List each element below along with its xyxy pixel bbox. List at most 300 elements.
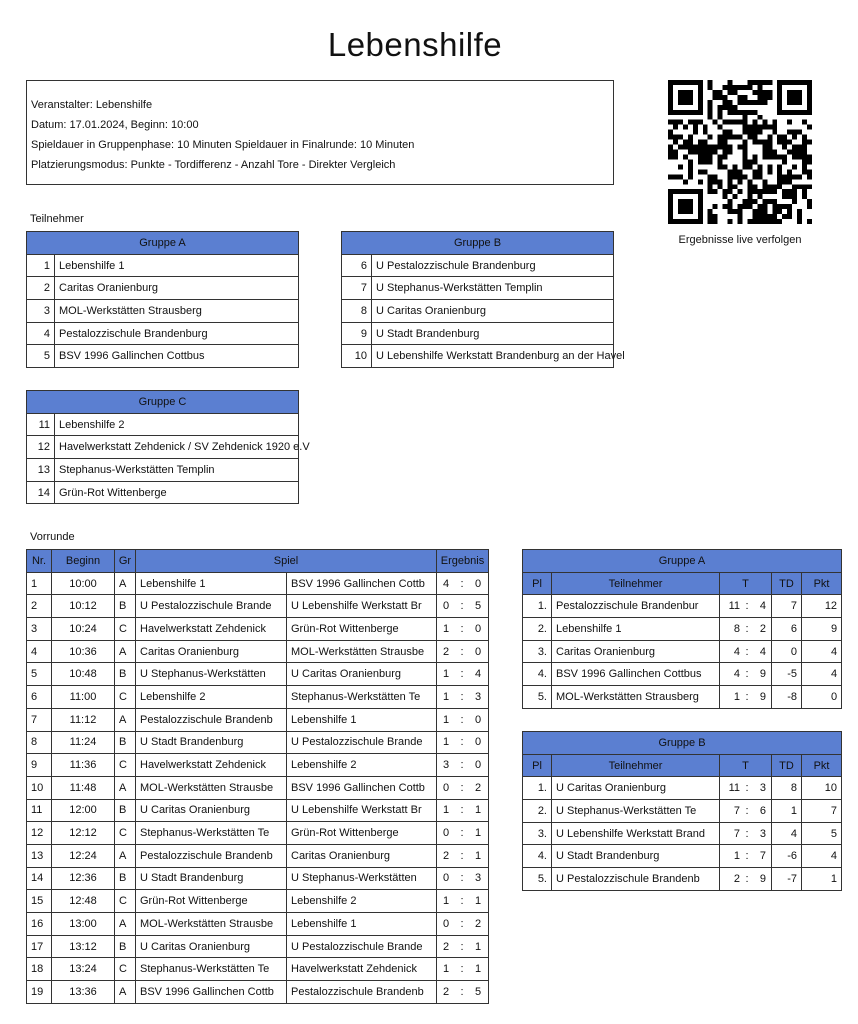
standings-group-b — [522, 731, 842, 891]
result-away-goals: 1 — [474, 895, 482, 908]
goals-against: 6 — [759, 804, 766, 817]
standings-points: 4 — [802, 640, 842, 663]
match-start-time: 13:00 — [52, 913, 115, 936]
standings-goal-difference: -6 — [772, 845, 802, 868]
result-separator: : — [460, 645, 464, 658]
col-header-spiel: Spiel — [136, 550, 437, 573]
standings-row — [523, 618, 842, 641]
participant-row — [27, 413, 299, 436]
match-start-time: 12:00 — [52, 799, 115, 822]
match-start-time: 10:36 — [52, 640, 115, 663]
match-group: A — [115, 776, 136, 799]
participant-row — [342, 254, 614, 277]
result-separator: : — [460, 940, 464, 953]
goals-for: 11 — [728, 600, 740, 613]
result-away-goals: 3 — [474, 872, 482, 885]
result-separator: : — [460, 963, 464, 976]
match-row — [27, 708, 489, 731]
match-number: 17 — [27, 935, 52, 958]
match-start-time: 11:00 — [52, 686, 115, 709]
match-home-team: U Stadt Brandenburg — [136, 731, 287, 754]
result-home-goals: 4 — [442, 577, 450, 590]
goals-separator: : — [745, 668, 749, 681]
match-result — [437, 890, 489, 913]
standings-place: 3. — [523, 822, 552, 845]
match-number: 7 — [27, 708, 52, 731]
standings-team: U Caritas Oranienburg — [552, 777, 720, 800]
preliminary-round-label: Vorrunde — [30, 531, 75, 543]
goals-separator: : — [745, 804, 749, 817]
goals-for: 11 — [728, 782, 740, 795]
organizer-text: Veranstalter: Lebenshilfe — [31, 99, 153, 111]
match-number: 18 — [27, 958, 52, 981]
match-number: 2 — [27, 595, 52, 618]
participant-number: 4 — [27, 322, 55, 345]
match-number: 12 — [27, 822, 52, 845]
result-home-goals: 2 — [442, 985, 450, 998]
goals-against: 4 — [759, 645, 766, 658]
participant-row — [342, 300, 614, 323]
col-header-beginn: Beginn — [52, 550, 115, 573]
participant-number: 12 — [27, 436, 55, 459]
match-group: A — [115, 708, 136, 731]
standings-place: 2. — [523, 800, 552, 823]
match-number: 19 — [27, 981, 52, 1004]
result-home-goals: 1 — [442, 690, 450, 703]
standings-goal-difference: -7 — [772, 868, 802, 891]
participant-name: Caritas Oranienburg — [55, 277, 299, 300]
participant-name: MOL-Werkstätten Strausberg — [55, 300, 299, 323]
match-home-team: U Caritas Oranienburg — [136, 799, 287, 822]
match-result — [437, 844, 489, 867]
result-home-goals: 1 — [442, 668, 450, 681]
goals-separator: : — [745, 645, 749, 658]
match-away-team: U Pestalozzischule Brande — [287, 935, 437, 958]
result-home-goals: 2 — [442, 849, 450, 862]
match-away-team: Caritas Oranienburg — [287, 844, 437, 867]
participant-number: 1 — [27, 254, 55, 277]
goals-separator: : — [745, 690, 749, 703]
match-home-team: MOL-Werkstätten Strausbe — [136, 776, 287, 799]
participant-name: Stephanus-Werkstätten Templin — [55, 459, 299, 482]
standings-place: 4. — [523, 663, 552, 686]
match-away-team: Lebenshilfe 1 — [287, 913, 437, 936]
match-row — [27, 958, 489, 981]
result-separator: : — [460, 600, 464, 613]
standings-row — [523, 800, 842, 823]
result-separator: : — [460, 804, 464, 817]
result-home-goals: 3 — [442, 759, 450, 772]
match-group: A — [115, 572, 136, 595]
match-row — [27, 754, 489, 777]
participant-row — [342, 277, 614, 300]
standings-points: 1 — [802, 868, 842, 891]
match-row — [27, 663, 489, 686]
match-home-team: Lebenshilfe 2 — [136, 686, 287, 709]
match-start-time: 11:24 — [52, 731, 115, 754]
result-home-goals: 1 — [442, 736, 450, 749]
match-number: 1 — [27, 572, 52, 595]
result-away-goals: 0 — [474, 577, 482, 590]
match-away-team: BSV 1996 Gallinchen Cottb — [287, 572, 437, 595]
match-result — [437, 867, 489, 890]
goals-separator: : — [745, 872, 749, 885]
match-result — [437, 618, 489, 641]
match-home-team: MOL-Werkstätten Strausbe — [136, 913, 287, 936]
standings-points: 5 — [802, 822, 842, 845]
participant-name: BSV 1996 Gallinchen Cottbus — [55, 345, 299, 368]
result-away-goals: 1 — [474, 804, 482, 817]
match-row — [27, 776, 489, 799]
result-home-goals: 0 — [442, 872, 450, 885]
match-row — [27, 867, 489, 890]
match-group: A — [115, 640, 136, 663]
goals-for: 1 — [733, 690, 740, 703]
standings-goal-difference: 4 — [772, 822, 802, 845]
match-result — [437, 663, 489, 686]
match-start-time: 10:24 — [52, 618, 115, 641]
match-group: C — [115, 686, 136, 709]
standings-team: U Stephanus-Werkstätten Te — [552, 800, 720, 823]
match-number: 3 — [27, 618, 52, 641]
result-away-goals: 2 — [474, 917, 482, 930]
match-start-time: 12:12 — [52, 822, 115, 845]
result-home-goals: 2 — [442, 645, 450, 658]
match-away-team: Pestalozzischule Brandenb — [287, 981, 437, 1004]
standings-row — [523, 595, 842, 618]
goals-separator: : — [745, 782, 749, 795]
match-home-team: U Pestalozzischule Brande — [136, 595, 287, 618]
match-row — [27, 572, 489, 595]
col-header-gr: Gr — [115, 550, 136, 573]
participant-number: 11 — [27, 413, 55, 436]
standings-team: Pestalozzischule Brandenbur — [552, 595, 720, 618]
goals-against: 7 — [759, 850, 766, 863]
participant-row — [342, 322, 614, 345]
standings-row — [523, 845, 842, 868]
group-a-participants — [26, 231, 299, 368]
match-start-time: 13:24 — [52, 958, 115, 981]
standings-place: 1. — [523, 777, 552, 800]
result-separator: : — [460, 690, 464, 703]
result-away-goals: 0 — [474, 736, 482, 749]
match-row — [27, 981, 489, 1004]
result-separator: : — [460, 736, 464, 749]
standings-place: 3. — [523, 640, 552, 663]
match-group: C — [115, 890, 136, 913]
participant-number: 14 — [27, 481, 55, 504]
goals-against: 3 — [759, 827, 766, 840]
result-separator: : — [460, 849, 464, 862]
match-away-team: Lebenshilfe 1 — [287, 708, 437, 731]
col-header-nr: Nr. — [27, 550, 52, 573]
match-result — [437, 572, 489, 595]
match-group: B — [115, 867, 136, 890]
standings-goals — [720, 868, 772, 891]
standings-goals — [720, 595, 772, 618]
match-away-team: U Pestalozzischule Brande — [287, 731, 437, 754]
standings-goal-difference: 6 — [772, 618, 802, 641]
participant-name: U Lebenshilfe Werkstatt Brandenburg an der Havel — [372, 345, 614, 368]
match-number: 11 — [27, 799, 52, 822]
group-c-header: Gruppe C — [27, 391, 299, 414]
goals-for: 7 — [733, 827, 740, 840]
match-number: 8 — [27, 731, 52, 754]
standings-team: BSV 1996 Gallinchen Cottbus — [552, 663, 720, 686]
match-home-team: Havelwerkstatt Zehdenick — [136, 618, 287, 641]
match-row — [27, 844, 489, 867]
match-result — [437, 708, 489, 731]
col-header-ergebnis: Ergebnis — [437, 550, 489, 573]
match-home-team: U Caritas Oranienburg — [136, 935, 287, 958]
standings-goal-difference: 0 — [772, 640, 802, 663]
participant-name: Lebenshilfe 1 — [55, 254, 299, 277]
result-home-goals: 1 — [442, 963, 450, 976]
match-row — [27, 618, 489, 641]
standings-points: 12 — [802, 595, 842, 618]
match-start-time: 10:12 — [52, 595, 115, 618]
standings-goals — [720, 845, 772, 868]
result-home-goals: 1 — [442, 713, 450, 726]
standings-points: 10 — [802, 777, 842, 800]
match-away-team: MOL-Werkstätten Strausbe — [287, 640, 437, 663]
match-result — [437, 640, 489, 663]
match-result — [437, 913, 489, 936]
qr-caption: Ergebnisse live verfolgen — [678, 234, 802, 246]
standings-place: 5. — [523, 868, 552, 891]
match-away-team: Grün-Rot Wittenberge — [287, 618, 437, 641]
participants-label: Teilnehmer — [30, 213, 84, 225]
standings-b-header-pl: Pl — [523, 754, 552, 777]
result-separator: : — [460, 917, 464, 930]
result-away-goals: 5 — [474, 600, 482, 613]
date-text: Datum: 17.01.2024, Beginn: 10:00 — [31, 119, 199, 131]
match-number: 16 — [27, 913, 52, 936]
match-result — [437, 799, 489, 822]
standings-b-header-td: TD — [772, 754, 802, 777]
standings-points: 4 — [802, 845, 842, 868]
participant-row — [27, 277, 299, 300]
match-row — [27, 913, 489, 936]
result-away-goals: 4 — [474, 668, 482, 681]
match-home-team: U Stephanus-Werkstätten — [136, 663, 287, 686]
participant-name: Havelwerkstatt Zehdenick / SV Zehdenick 1920 e.V — [55, 436, 299, 459]
match-group: C — [115, 822, 136, 845]
standings-a-header-td: TD — [772, 572, 802, 595]
group-b-header: Gruppe B — [342, 232, 614, 255]
standings-team: U Lebenshilfe Werkstatt Brand — [552, 822, 720, 845]
standings-goal-difference: 7 — [772, 595, 802, 618]
result-separator: : — [460, 668, 464, 681]
result-away-goals: 0 — [474, 713, 482, 726]
goals-for: 8 — [733, 622, 740, 635]
match-number: 4 — [27, 640, 52, 663]
result-away-goals: 1 — [474, 827, 482, 840]
result-separator: : — [460, 827, 464, 840]
match-home-team: Stephanus-Werkstätten Te — [136, 958, 287, 981]
match-start-time: 11:36 — [52, 754, 115, 777]
result-separator: : — [460, 985, 464, 998]
result-separator: : — [460, 713, 464, 726]
match-start-time: 10:48 — [52, 663, 115, 686]
participant-number: 3 — [27, 300, 55, 323]
match-row — [27, 822, 489, 845]
match-group: A — [115, 844, 136, 867]
standings-b-title: Gruppe B — [523, 732, 842, 755]
match-result — [437, 776, 489, 799]
goals-separator: : — [745, 850, 749, 863]
match-home-team: Lebenshilfe 1 — [136, 572, 287, 595]
standings-goals — [720, 777, 772, 800]
result-separator: : — [460, 895, 464, 908]
participant-name: U Pestalozzischule Brandenburg — [372, 254, 614, 277]
result-home-goals: 0 — [442, 781, 450, 794]
match-group: C — [115, 618, 136, 641]
participant-number: 6 — [342, 254, 372, 277]
standings-goals — [720, 618, 772, 641]
standings-b-header-t: T — [720, 754, 772, 777]
match-home-team: Pestalozzischule Brandenb — [136, 844, 287, 867]
standings-team: U Stadt Brandenburg — [552, 845, 720, 868]
match-number: 5 — [27, 663, 52, 686]
match-result — [437, 754, 489, 777]
standings-team: Caritas Oranienburg — [552, 640, 720, 663]
result-away-goals: 5 — [474, 985, 482, 998]
result-home-goals: 1 — [442, 622, 450, 635]
result-separator: : — [460, 759, 464, 772]
result-separator: : — [460, 872, 464, 885]
standings-goals — [720, 640, 772, 663]
match-number: 13 — [27, 844, 52, 867]
match-row — [27, 595, 489, 618]
duration-text: Spieldauer in Gruppenphase: 10 Minuten Spieldauer in Finalrunde: 10 Minuten — [31, 139, 415, 151]
match-start-time: 12:24 — [52, 844, 115, 867]
standings-goals — [720, 686, 772, 709]
standings-place: 4. — [523, 845, 552, 868]
result-away-goals: 1 — [474, 849, 482, 862]
result-home-goals: 2 — [442, 940, 450, 953]
participant-number: 8 — [342, 300, 372, 323]
standings-points: 4 — [802, 663, 842, 686]
standings-goals — [720, 663, 772, 686]
result-home-goals: 1 — [442, 895, 450, 908]
match-number: 14 — [27, 867, 52, 890]
event-info-box — [26, 80, 614, 185]
participant-name: Pestalozzischule Brandenburg — [55, 322, 299, 345]
match-row — [27, 640, 489, 663]
participant-number: 13 — [27, 459, 55, 482]
group-c-participants — [26, 390, 310, 504]
result-separator: : — [460, 622, 464, 635]
participant-row — [27, 345, 299, 368]
standings-goal-difference: -5 — [772, 663, 802, 686]
match-start-time: 13:12 — [52, 935, 115, 958]
result-away-goals: 2 — [474, 781, 482, 794]
standings-row — [523, 868, 842, 891]
participant-row — [27, 300, 299, 323]
match-away-team: Lebenshilfe 2 — [287, 754, 437, 777]
page-title: Lebenshilfe — [327, 26, 503, 63]
goals-separator: : — [745, 827, 749, 840]
match-result — [437, 686, 489, 709]
match-away-team: Stephanus-Werkstätten Te — [287, 686, 437, 709]
standings-a-header-teilnehmer: Teilnehmer — [552, 572, 720, 595]
goals-against: 9 — [759, 872, 766, 885]
match-start-time: 10:00 — [52, 572, 115, 595]
goals-for: 4 — [733, 668, 740, 681]
result-home-goals: 1 — [442, 804, 450, 817]
standings-place: 5. — [523, 686, 552, 709]
match-group: B — [115, 799, 136, 822]
participant-name: U Caritas Oranienburg — [372, 300, 614, 323]
participant-row — [27, 322, 299, 345]
standings-goal-difference: -8 — [772, 686, 802, 709]
match-group: B — [115, 731, 136, 754]
match-group: B — [115, 663, 136, 686]
result-home-goals: 0 — [442, 917, 450, 930]
standings-a-header-t: T — [720, 572, 772, 595]
match-number: 6 — [27, 686, 52, 709]
match-start-time: 13:36 — [52, 981, 115, 1004]
standings-points: 0 — [802, 686, 842, 709]
standings-goal-difference: 1 — [772, 800, 802, 823]
goals-for: 4 — [733, 645, 740, 658]
match-home-team: BSV 1996 Gallinchen Cottb — [136, 981, 287, 1004]
match-number: 10 — [27, 776, 52, 799]
standings-a-header-pkt: Pkt — [802, 572, 842, 595]
goals-separator: : — [745, 600, 749, 613]
match-row — [27, 731, 489, 754]
goals-for: 7 — [733, 804, 740, 817]
standings-team: U Pestalozzischule Brandenb — [552, 868, 720, 891]
standings-team: Lebenshilfe 1 — [552, 618, 720, 641]
goals-separator: : — [745, 622, 749, 635]
standings-goals — [720, 800, 772, 823]
match-start-time: 12:48 — [52, 890, 115, 913]
participant-number: 7 — [342, 277, 372, 300]
match-row — [27, 799, 489, 822]
match-away-team: BSV 1996 Gallinchen Cottb — [287, 776, 437, 799]
standings-goals — [720, 822, 772, 845]
match-row — [27, 935, 489, 958]
participant-name: U Stadt Brandenburg — [372, 322, 614, 345]
standings-points: 7 — [802, 800, 842, 823]
standings-group-a — [522, 549, 842, 709]
participant-number: 5 — [27, 345, 55, 368]
match-group: A — [115, 913, 136, 936]
standings-points: 9 — [802, 618, 842, 641]
result-away-goals: 0 — [474, 622, 482, 635]
participant-row — [27, 481, 299, 504]
group-b-participants — [341, 231, 625, 368]
standings-place: 1. — [523, 595, 552, 618]
result-separator: : — [460, 781, 464, 794]
standings-row — [523, 777, 842, 800]
goals-against: 2 — [759, 622, 766, 635]
goals-for: 1 — [733, 850, 740, 863]
match-home-team: Grün-Rot Wittenberge — [136, 890, 287, 913]
qr-code[interactable] — [668, 80, 812, 224]
participant-row — [27, 254, 299, 277]
match-home-team: Stephanus-Werkstätten Te — [136, 822, 287, 845]
match-away-team: U Lebenshilfe Werkstatt Br — [287, 799, 437, 822]
standings-place: 2. — [523, 618, 552, 641]
participant-row — [27, 459, 299, 482]
match-start-time: 11:48 — [52, 776, 115, 799]
participant-row — [342, 345, 614, 368]
match-result — [437, 958, 489, 981]
match-home-team: Havelwerkstatt Zehdenick — [136, 754, 287, 777]
